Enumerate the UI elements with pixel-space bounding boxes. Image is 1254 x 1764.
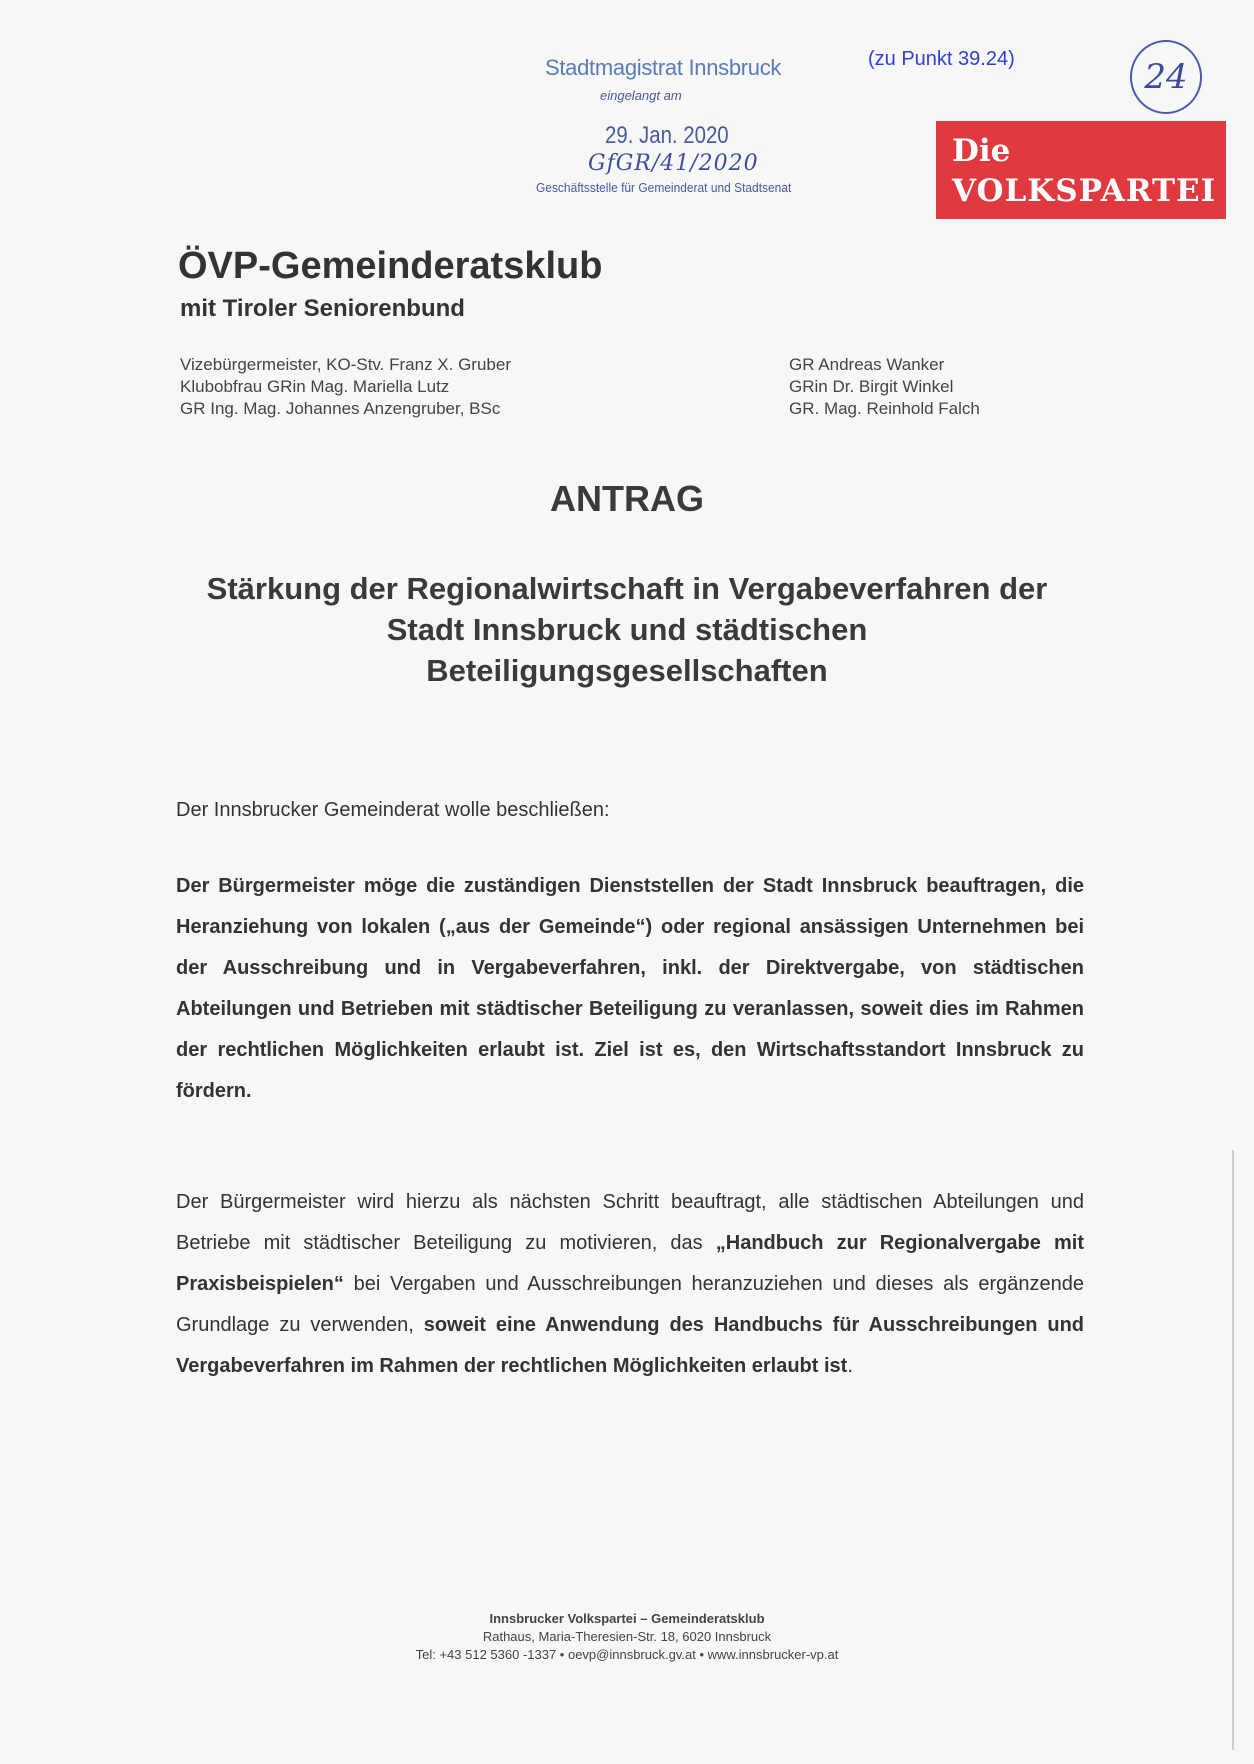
member-line: GR. Mag. Reinhold Falch [789,399,980,418]
footer [0,1610,1254,1664]
member-line: GR Ing. Mag. Johannes Anzengruber, BSc [180,399,501,418]
para2-text: bei Vergaben und Ausschreibungen heranzuziehen und dieses als ergänzende Grundlage zu verwenden, [176,1273,1084,1336]
member-line: Klubobfrau GRin Mag. Mariella Lutz [180,377,450,396]
intro-text: Der Innsbrucker Gemeinderat wolle beschließen: [176,799,610,821]
document-type-heading: ANTRAG [550,478,704,519]
stamp-department: Geschäftsstelle für Gemeinderat und Stadtsenat [536,180,792,195]
volkspartei-logo [936,121,1226,219]
para2-end: . [847,1355,853,1377]
stamp-date: 29. Jan. 2020 [605,122,729,149]
members-left [180,354,511,420]
member-line: GRin Dr. Birgit Winkel [789,377,954,396]
stamp-reference: GfGR/41/2020 [588,151,759,176]
footer-contact: Tel: +43 512 5360 -1337 • oevp@innsbruck.gv.at • www.innsbrucker-vp.at [415,1647,839,1662]
logo-line-2: VOLKSPARTEI [952,173,1217,209]
members-right [789,354,980,420]
para2-condition: soweit eine Anwendung des Handbuchs für Ausschreibungen und Vergabeverfahren im Rahmen der rechtlichen Möglichkeiten erlaubt ist [176,1314,1084,1377]
agenda-reference: (zu Punkt 39.24) [868,48,1015,70]
stamp-organization: Stadtmagistrat Innsbruck [545,55,782,80]
para2-text: Der Bürgermeister wird hierzu als nächsten Schritt beauftragt, alle städtischen Abteilungen und Betriebe mit städtischer Beteiligung zu motivieren, das [176,1191,1084,1254]
motion-paragraph-1: Der Bürgermeister möge die zuständigen Dienststellen der Stadt Innsbruck beauftragen, die Heranziehung von lokalen („aus der Gemeinde“) oder regional ansässigen Unternehmen bei der Ausschreibung und in Vergabeverfahren, inkl. der Direktvergabe, von städtischen Abteilungen und Betrieben mit städtischer Beteiligung zu veranlassen, soweit dies im Rahmen der rechtlichen Möglichkeiten erlaubt ist. Ziel ist es, den Wirtschaftsstandort Innsbruck zu fördern. [176,875,1084,1102]
member-line: GR Andreas Wanker [789,355,945,374]
member-line: Vizebürgermeister, KO-Stv. Franz X. Gruber [180,355,511,374]
footer-org: Innsbrucker Volkspartei – Gemeinderatsklub [489,1611,765,1626]
motion-subject: Stärkung der Regionalwirtschaft in Vergabeverfahren der Stadt Innsbruck und städtischen Beteiligungsgesellschaften [206,571,1048,688]
scan-edge-line [1232,1150,1234,1750]
club-title: ÖVP-Gemeinderatsklub [178,245,603,287]
motion-paragraph-2 [176,1182,1084,1387]
handbook-title: „Handbuch zur Regionalvergabe mit Praxisbeispielen“ [176,1232,1085,1295]
club-subtitle: mit Tiroler Seniorenbund [180,295,465,322]
logo-line-1: Die [952,133,1011,169]
footer-address: Rathaus, Maria-Theresien-Str. 18, 6020 Innsbruck [482,1629,772,1644]
page-number: 24 [1130,40,1202,114]
stamp-received-label: eingelangt am [600,88,682,103]
